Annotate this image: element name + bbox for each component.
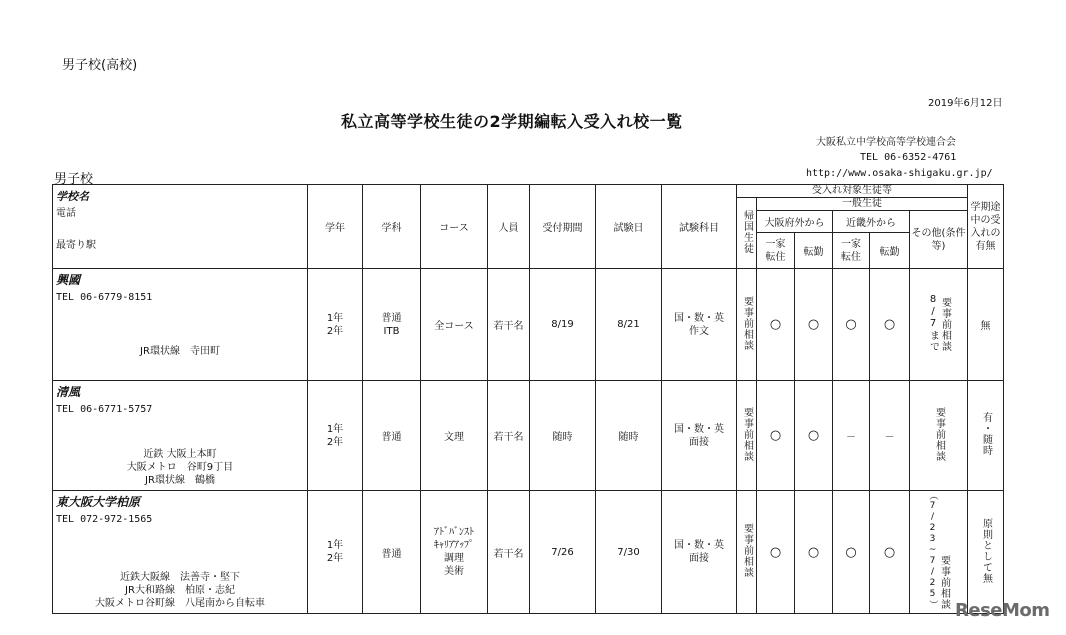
- department-cell: 普通 ITB: [363, 269, 421, 381]
- course-cell: 文理: [421, 381, 488, 491]
- midterm-cell: 無: [968, 269, 1004, 381]
- capacity-cell: 若干名: [488, 491, 530, 614]
- other-text-a: （7/23~7/25）: [927, 491, 938, 610]
- exam-date-cell: 8/21: [596, 269, 662, 381]
- school-cell: [53, 381, 308, 491]
- header-school-cell: [53, 185, 308, 269]
- midterm-text: 有・随時: [980, 412, 992, 456]
- school-name: 清風: [56, 385, 81, 399]
- section-label: 男子校: [54, 172, 94, 187]
- resemom-watermark: ReseMom: [955, 600, 1050, 621]
- capacity-cell: 若干名: [488, 381, 530, 491]
- subjects-cell: 国・数・英 面接: [662, 381, 737, 491]
- other-text-b: 要事前相談: [939, 297, 951, 352]
- department-cell: 普通: [363, 381, 421, 491]
- header-returnee-cell: [737, 198, 757, 269]
- returnee-text: 要事前相談: [741, 295, 753, 351]
- grade-cell: 1年 2年: [308, 491, 363, 614]
- osaka-job-cell: ○: [795, 491, 833, 614]
- header-general-students: 一般生徒: [757, 198, 968, 211]
- organization-name: 大阪私立中学校高等学校連合会: [816, 137, 956, 148]
- returnee-cell: [737, 381, 757, 491]
- header-department: 学科: [363, 185, 421, 269]
- course-cell: 全コース: [421, 269, 488, 381]
- header-kinki-family: 一家転住: [841, 238, 861, 263]
- period-cell: 随時: [530, 381, 596, 491]
- kinki-family-cell: ○: [833, 269, 870, 381]
- osaka-job-cell: ○: [795, 269, 833, 381]
- osaka-family-cell: ○: [757, 491, 795, 614]
- period-cell: 8/19: [530, 269, 596, 381]
- header-midterm-cell: [968, 185, 1004, 269]
- header-returnee: 帰国生徒: [741, 209, 753, 254]
- other-cell: [910, 381, 968, 491]
- subjects-cell: 国・数・英 作文: [662, 269, 737, 381]
- other-text-b: 要事前相談: [938, 555, 950, 610]
- school-name: 興國: [56, 273, 81, 287]
- returnee-text: 要事前相談: [741, 406, 753, 462]
- department-cell: 普通: [363, 491, 421, 614]
- kinki-job-cell: ○: [870, 491, 910, 614]
- returnee-cell: [737, 269, 757, 381]
- school-cell: [53, 491, 308, 614]
- osaka-family-cell: ○: [757, 269, 795, 381]
- course-cell: ｱﾄﾞﾊﾞﾝｽﾄ ｷｬﾘｱｱｯﾌﾟ 調理 美術: [421, 491, 488, 614]
- header-midterm: 学期途中の受入れの有無: [970, 201, 1001, 252]
- school-tel: TEL 06-6779-8151: [56, 292, 153, 303]
- header-phone: 電話: [56, 208, 76, 219]
- osaka-job-cell: ○: [795, 381, 833, 491]
- exam-date-cell: 随時: [596, 381, 662, 491]
- document-title: 私立高等学校生徒の2学期編転入受入れ校一覧: [341, 112, 683, 131]
- header-kinki-family-cell: [833, 233, 870, 269]
- header-osaka-outside: 大阪府外から: [757, 211, 833, 233]
- school-name: 東大阪大学柏原: [56, 495, 141, 509]
- returnee-cell: [737, 491, 757, 614]
- grade-cell: 1年 2年: [308, 381, 363, 491]
- school-tel: TEL 06-6771-5757: [56, 404, 153, 415]
- other-cell: [910, 269, 968, 381]
- kinki-family-cell: －: [833, 381, 870, 491]
- midterm-cell: [968, 491, 1004, 614]
- header-osaka-job: 転勤: [795, 233, 833, 269]
- other-text: 要事前相談: [933, 406, 945, 462]
- header-grade: 学年: [308, 185, 363, 269]
- table-row: [53, 269, 1004, 381]
- header-kinki-job: 転勤: [870, 233, 910, 269]
- document-date: 2019年6月12日: [928, 98, 1003, 109]
- midterm-cell: [968, 381, 1004, 491]
- header-course: コース: [421, 185, 488, 269]
- table-row: [53, 381, 1004, 491]
- grade-cell: 1年 2年: [308, 269, 363, 381]
- school-access: 近鉄 大阪上本町 大阪メトロ 谷町9丁目 JR環状線 鶴橋: [126, 449, 234, 486]
- exam-date-cell: 7/30: [596, 491, 662, 614]
- midterm-text: 原則として無: [980, 517, 992, 584]
- header-exam-date: 試験日: [596, 185, 662, 269]
- kinki-job-cell: ○: [870, 269, 910, 381]
- header-period: 受付期間: [530, 185, 596, 269]
- other-text-a: 8/7まで: [927, 294, 939, 352]
- table-row: [53, 491, 1004, 614]
- header-capacity: 人員: [488, 185, 530, 269]
- header-other: その他(条件等): [911, 227, 966, 252]
- school-access: 近鉄大阪線 法善寺・堅下 JR大和路線 柏原・志紀 大阪メトロ谷町線 八尾南から自転車: [95, 572, 265, 609]
- period-cell: 7/26: [530, 491, 596, 614]
- school-table: [52, 184, 1004, 614]
- header-station: 最寄り駅: [56, 240, 96, 251]
- school-tel: TEL 072-972-1565: [56, 514, 153, 525]
- organization-url[interactable]: http://www.osaka-shigaku.gr.jp/: [806, 168, 993, 179]
- header-kinki-outside: 近畿外から: [833, 211, 910, 233]
- kinki-job-cell: －: [870, 381, 910, 491]
- subjects-cell: 国・数・英 面接: [662, 491, 737, 614]
- header-school-name: 学校名: [56, 190, 89, 203]
- osaka-family-cell: ○: [757, 381, 795, 491]
- header-eligible-group: 受入れ対象生徒等: [737, 185, 968, 198]
- school-cell: [53, 269, 308, 381]
- header-osaka-family-cell: [757, 233, 795, 269]
- school-access: JR環状線 寺田町: [140, 346, 220, 357]
- header-label: 男子校(高校): [62, 58, 138, 73]
- header-subjects: 試験科目: [662, 185, 737, 269]
- organization-tel: TEL 06-6352-4761: [860, 152, 957, 163]
- capacity-cell: 若干名: [488, 269, 530, 381]
- other-cell: [910, 491, 968, 614]
- header-osaka-family: 一家転住: [765, 238, 786, 263]
- header-other-cell: [910, 211, 968, 269]
- returnee-text: 要事前相談: [741, 523, 753, 578]
- kinki-family-cell: ○: [833, 491, 870, 614]
